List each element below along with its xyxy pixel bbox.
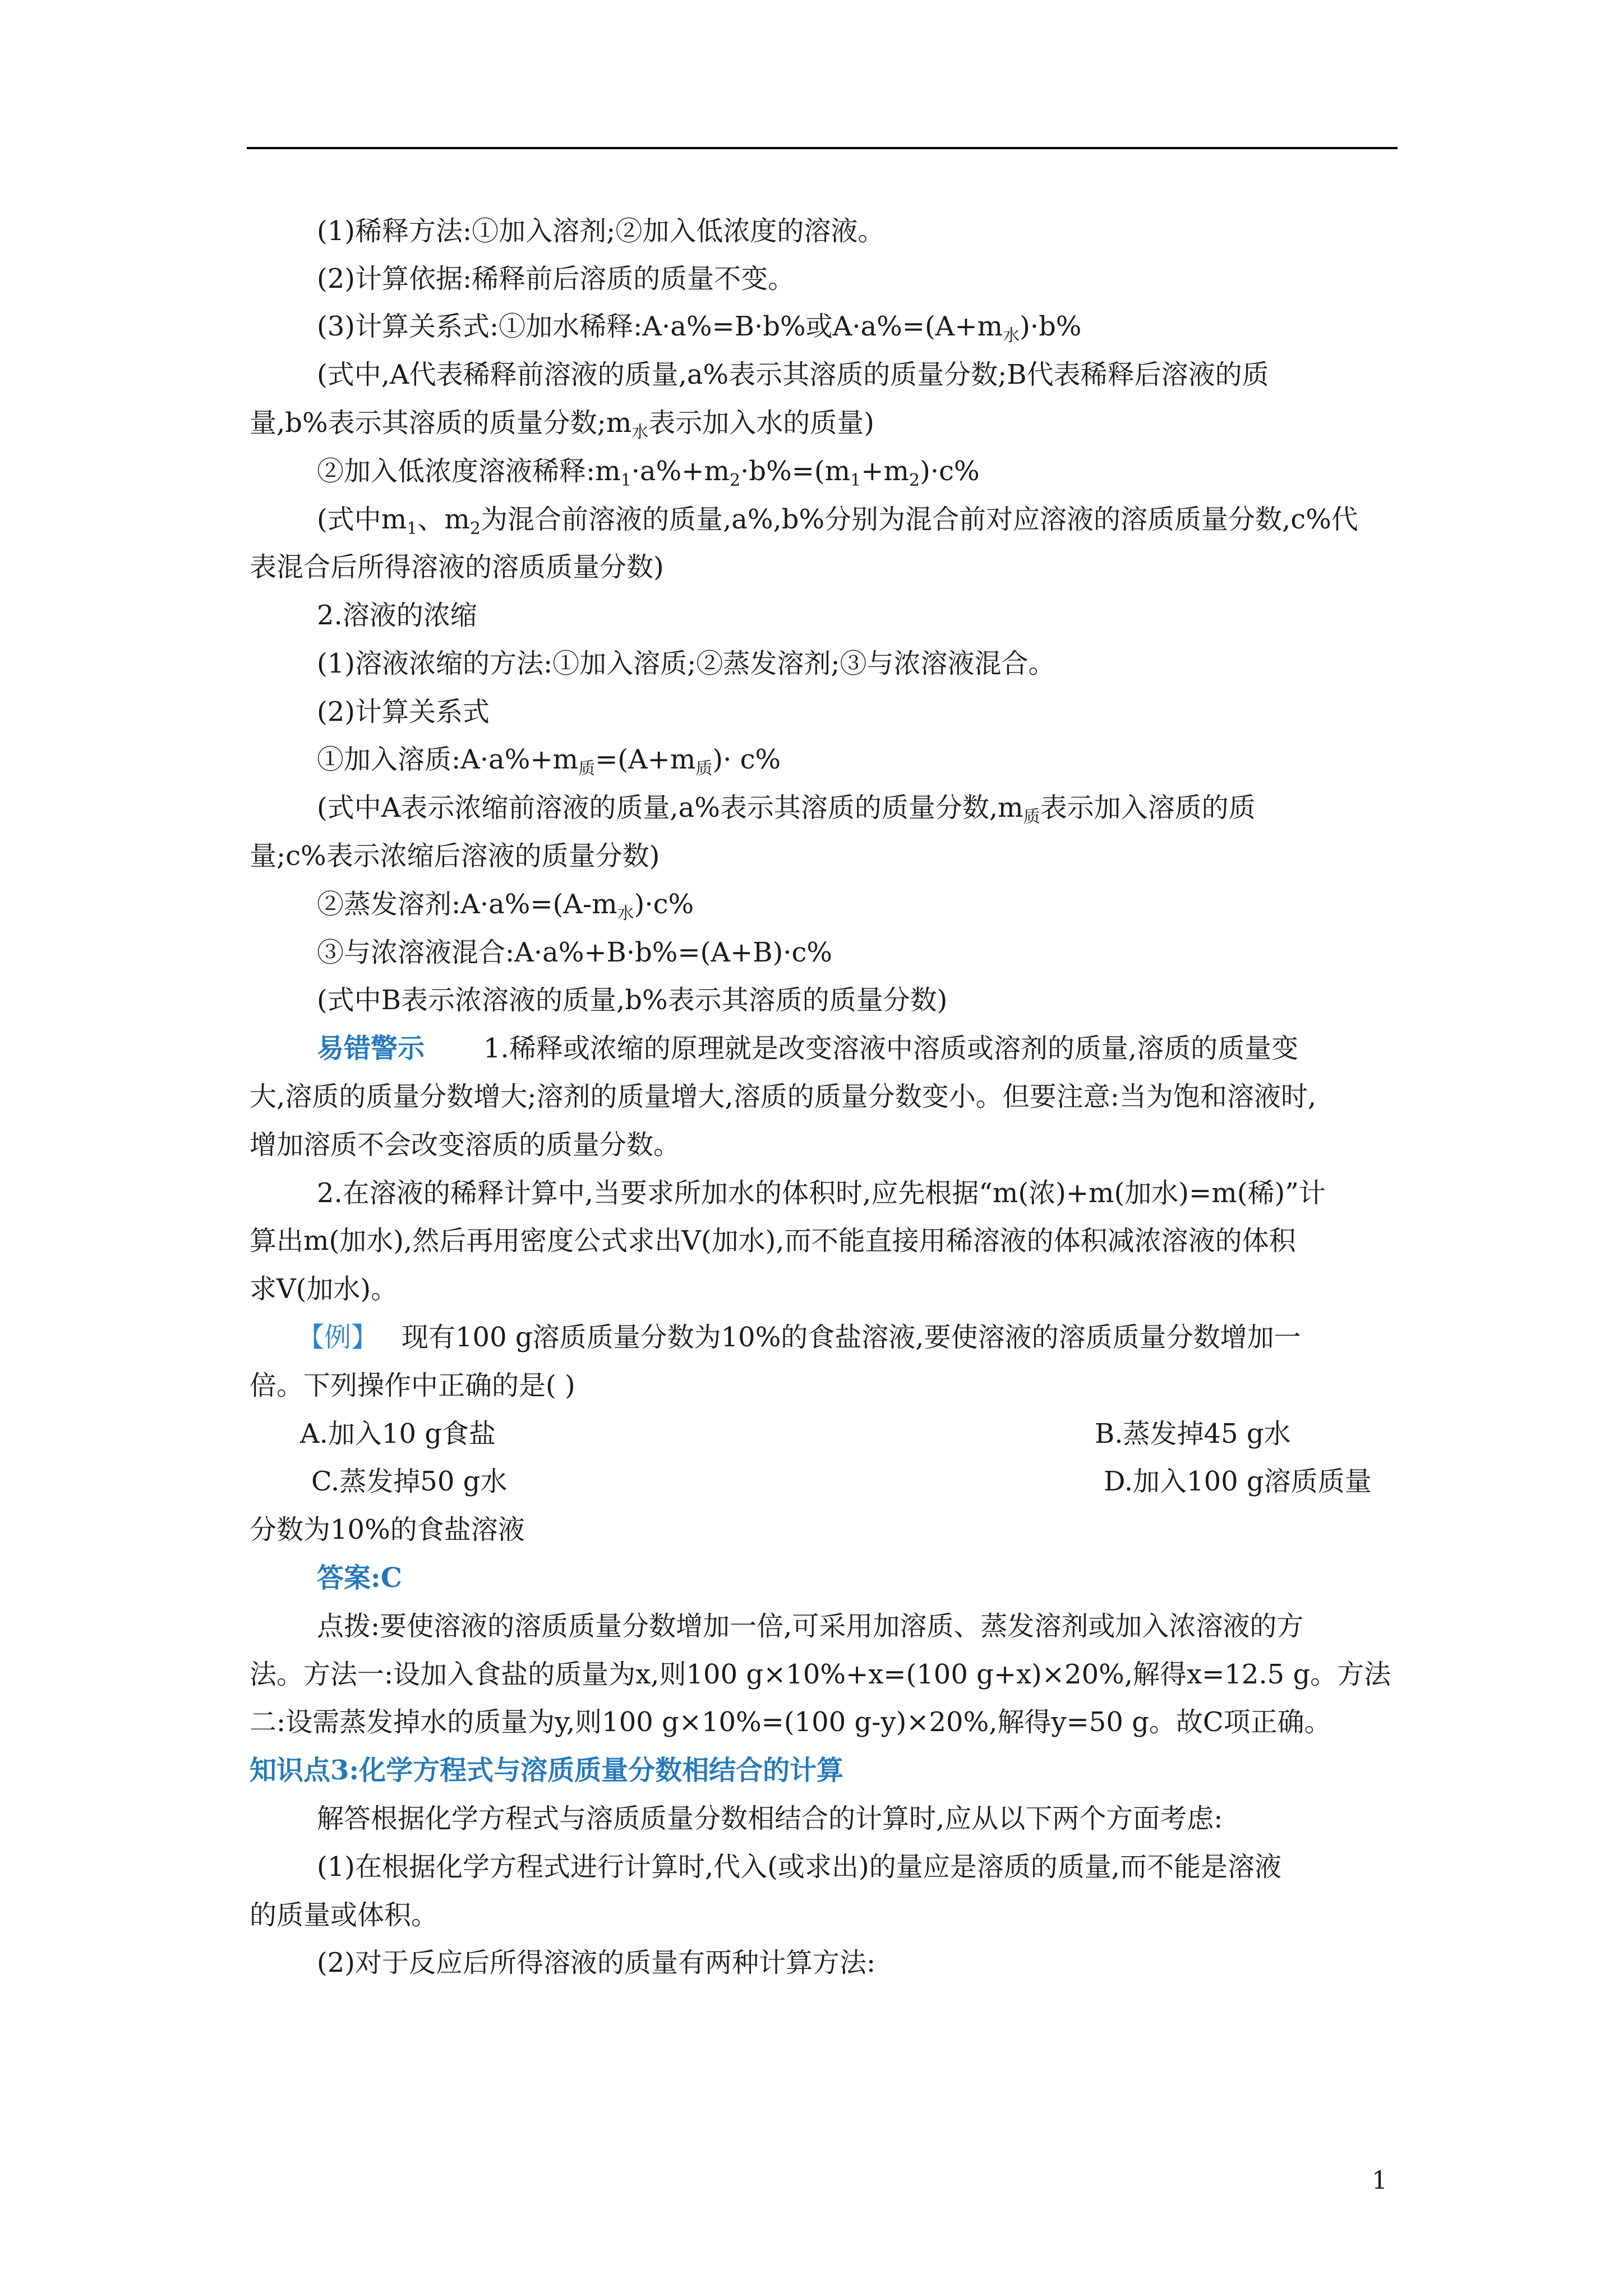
- header-rule: [247, 147, 1398, 149]
- text-line: 分数为10%的食盐溶液: [250, 1514, 525, 1545]
- text-line: (2)计算依据:稀释前后溶质的质量不变。: [317, 263, 795, 295]
- text-line: ①加入溶质$:A\cdot a\%+m_质=(A+m_质)\cdot c\%$: [317, 744, 781, 779]
- text-line: 的质量或体积。: [250, 1899, 439, 1931]
- example-label: 【例】: [297, 1322, 379, 1353]
- option-c: C.蒸发掉50 g水: [311, 1466, 508, 1497]
- text-line: 量,b%表示其溶质的质量分数$;m_水$表示加入水的质量): [250, 407, 875, 442]
- text-line: (式中$m_1$、$m_2$为混合前溶液的质量,a%,b%分别为混合前对应溶液的溶质质量分数,c%代: [317, 504, 1358, 539]
- text-line: (式中B表示浓溶液的质量,b%表示其溶质的质量分数): [317, 984, 948, 1016]
- option-d: D.加入100 g溶质质量: [1104, 1466, 1372, 1497]
- section-heading: 知识点3:化学方程式与溶质质量分数相结合的计算: [250, 1755, 844, 1786]
- text-line: 解答根据化学方程式与溶质质量分数相结合的计算时,应从以下两个方面考虑:: [317, 1803, 1223, 1834]
- text-line: 求V(加水)。: [250, 1273, 398, 1305]
- hint-line: 点拨:要使溶液的溶质质量分数增加一倍,可采用加溶质、蒸发溶剂或加入浓溶液的方: [317, 1611, 1304, 1642]
- text-line: (2)对于反应后所得溶液的质量有两种计算方法:: [317, 1947, 876, 1978]
- page-number: 1: [1372, 2166, 1387, 2195]
- option-b: B.蒸发掉45 g水: [1095, 1418, 1291, 1450]
- text-line: (3)计算关系式:①加水稀释:A·a%=B·b%或$A\cdot a\%=(A+m_水)\cdot b\%$: [317, 311, 1082, 346]
- example-line: 【例】 现有100 g溶质质量分数为10%的食盐溶液,要使溶液的溶质质量分数增加一: [297, 1322, 1301, 1353]
- text-line: 增加溶质不会改变溶质的质量分数。: [250, 1129, 681, 1161]
- text-line: ②加入低浓度溶液稀释$:m_1\cdot a\%+m_2\cdot b\%=(m_1+m_2)\cdot c\%$: [317, 455, 980, 490]
- text-line: (式中A表示浓缩前溶液的质量,a%表示其溶质的质量分数$,m_质$表示加入溶质的质: [317, 792, 1256, 827]
- warning-line: 易错警示 1.稀释或浓缩的原理就是改变溶液中溶质或溶剂的质量,溶质的质量变: [317, 1033, 1299, 1064]
- text-line: (2)计算关系式: [317, 696, 490, 728]
- text-line: 倍。下列操作中正确的是( ): [250, 1370, 575, 1401]
- text-line: 量;c%表示浓缩后溶液的质量分数): [250, 840, 660, 872]
- hint-line: 法。方法一:设加入食盐的质量为x,则100 g×10%+x=(100 g+x)×20%,解得x=12.5 g。方法: [250, 1659, 1391, 1690]
- text-line: (1)溶液浓缩的方法:①加入溶质;②蒸发溶剂;③与浓溶液混合。: [317, 648, 1055, 679]
- answer: 答案:C: [317, 1562, 402, 1594]
- warning-label: 易错警示: [317, 1033, 425, 1064]
- text-line: ③与浓溶液混合:A·a%+B·b%=(A+B)·c%: [317, 937, 832, 968]
- text-line: 算出m(加水),然后再用密度公式求出V(加水),而不能直接用稀溶液的体积减浓溶液的体积: [250, 1225, 1296, 1257]
- section-heading: 2.溶液的浓缩: [317, 600, 477, 631]
- text-line: ②蒸发溶剂$:A\cdot a\%=(A-m_水)\cdot c\%$: [317, 889, 694, 923]
- text-line: 表混合后所得溶液的溶质质量分数): [250, 551, 664, 583]
- text-line: 2.在溶液的稀释计算中,当要求所加水的体积时,应先根据“m(浓)+m(加水)=m(稀)”计: [317, 1177, 1326, 1209]
- option-a: A.加入10 g食盐: [300, 1418, 496, 1450]
- hint-line: 二:设需蒸发掉水的质量为y,则100 g×10%=(100 g-y)×20%,解得y=50 g。故C项正确。: [250, 1706, 1331, 1738]
- text-line: (式中,A代表稀释前溶液的质量,a%表示其溶质的质量分数;B代表稀释后溶液的质: [317, 359, 1269, 390]
- text-line: (1)稀释方法:①加入溶剂;②加入低浓度的溶液。: [317, 215, 885, 247]
- text-line: 大,溶质的质量分数增大;溶剂的质量增大,溶质的质量分数变小。但要注意:当为饱和溶液时,: [250, 1081, 1317, 1112]
- text-line: (1)在根据化学方程式进行计算时,代入(或求出)的量应是溶质的质量,而不能是溶液: [317, 1851, 1281, 1883]
